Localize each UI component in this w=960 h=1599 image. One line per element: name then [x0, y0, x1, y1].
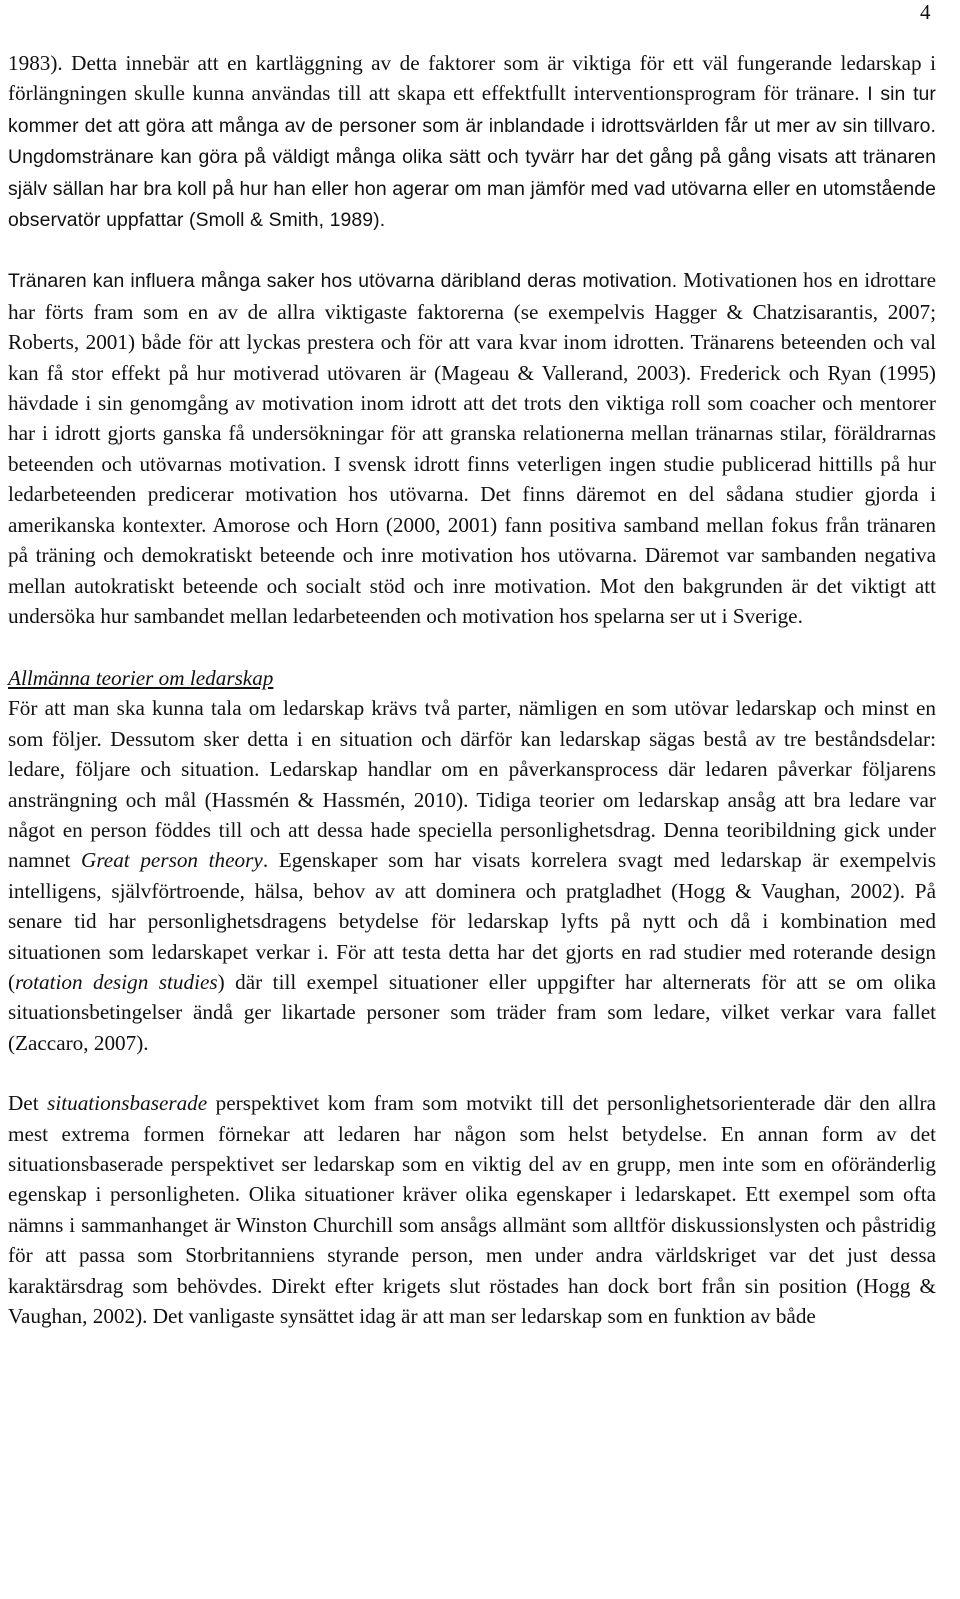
paragraph-2-text-a: Tränaren kan influera många saker hos utövarna däribland deras motivation.: [8, 270, 678, 293]
paragraph-1-text-c: Ungdomstränare kan göra på väldigt många olika sätt och tyvärr har det gång på gång visats att tränaren själv sällan har bra koll på hur han eller hon agerar om man jämför med vad utövarna eller en utomstående observatör uppfattar (Smoll & Smith, 1989).: [8, 146, 936, 232]
paragraph-3-term-1: Great person theory: [81, 848, 263, 873]
document-body: [8, 48, 936, 1331]
heading-spacer: [8, 631, 936, 663]
section-heading: Allmänna teorier om ledarskap: [8, 666, 274, 691]
paragraph-2-text-b: Motivationen hos en idrottare har förts fram som en av de allra viktigaste faktorerna (se exempelvis Hagger & Chatzisarantis, 2007; Roberts, 2001) både för att lyckas prestera och för att vara kvar inom idrotten. Tränarens beteenden och val kan få stor effekt på hur motiverad utövaren är (Mageau & Vallerand, 2003). Frederick och Ryan (1995) hävdade i sin genomgång av motivation inom idrott att det trots den viktiga roll som coacher och mentorer har i idrott gjorts ganska få undersökningar för att granska relationerna mellan tränarnas stilar, föräldrarnas beteenden och utövarnas motivation. I svensk idrott finns veterligen ingen studie publicerad hittills på hur ledarbeteenden predicerar motivation hos utövarna. Det finns däremot en del sådana studier gjorda i amerikanska kontexter. Amorose och Horn (2000, 2001) fann positiva samband mellan fokus från tränaren på träning och demokratiskt beteende och inre motivation hos utövarna. Däremot var sambanden negativa mellan autokratiskt beteende och socialt stöd och inre motivation. Mot den bakgrunden är det viktigt att undersöka hur sambandet mellan ledarbeteenden och motivation hos spelarna ser ut i Sverige.: [8, 268, 937, 628]
paragraph-1-text-a: 1983). Detta innebär att en kartläggning av de faktorer som är viktiga för ett väl fungerande ledarskap i förlängningen skulle kunna användas till att skapa ett effektfullt interventionsprogram för tränare.: [8, 51, 936, 106]
paragraph-spacer: [8, 235, 936, 265]
page-number: 4: [920, 0, 931, 24]
paragraph-3-text-a: För att man ska kunna tala om ledarskap krävs två parter, nämligen en som utövar ledarskap och minst en som följer. Dessutom sker detta i en situation och därför kan ledarskap sägas bestå av tre beståndsdelar: ledare, följare och situation. Ledarskap handlar om en påverkansprocess där ledaren påverkar följarens ansträngning och mål (Hassmén & Hassmén, 2010). Tidiga teorier om ledarskap ansåg att bra ledare var något en person föddes till och att dessa hade speciella personlighetsdrag. Denna teoribildning gick under namnet: [8, 696, 936, 873]
paragraph-3-term-2: rotation design studies: [15, 969, 218, 994]
paragraph-1-text-b: I sin tur kommer det att göra att många av de personer som är inblandade i idrottsvärlden får ut mer av sin tillvaro.: [8, 83, 936, 137]
paragraph-3: [8, 693, 936, 1058]
paragraph-4-text-b: perspektivet kom fram som motvikt till det personlighetsorienterade där den allra mest extrema formen förnekar att ledaren har någon som helst betydelse. En annan form av det situationsbaserade perspektivet ser ledarskap som en viktig del av en grupp, men inte som en oföränderlig egenskap i personligheten. Olika situationer kräver olika egenskaper i ledarskapet. Ett exempel som ofta nämns i sammanhanget är Winston Churchill som ansågs allmänt som alltför diskussionslysten och påstridig för att passa som Storbritanniens styrande person, men under andra världskriget var det just dessa karaktärsdrag som behövdes. Direkt efter krigets slut röstades han dock bort från sin position (Hogg & Vaughan, 2002). Det vanligaste synsättet idag är att man ser ledarskap som en funktion av både: [8, 1091, 937, 1329]
paragraph-4-term-1: situationsbaserade: [47, 1091, 208, 1116]
paragraph-spacer: [8, 1058, 936, 1088]
paragraph-4: [8, 1088, 936, 1331]
paragraph-2: [8, 265, 936, 631]
paragraph-3-text-c: ) där till exempel situationer eller uppgifter har alternerats för att se om olika situationsbetingelser ändå ger likartade personer som träder fram som ledare, vilket verkar vara fallet (Zaccaro, 2007).: [8, 969, 936, 1055]
paragraph-4-text-a: Det: [8, 1091, 48, 1116]
paragraph-3-text-b: . Egenskaper som har visats korrelera svagt med ledarskap är exempelvis intelligens, självförtroende, hälsa, behov av att dominera och pratgladhet (Hogg & Vaughan, 2002). På senare tid har personlighetsdragens betydelse för ledarskap lyfts på nytt och då i kombination med situationen som ledarskapet verkar i. För att testa detta har det gjorts en rad studier med roterande design (: [8, 848, 936, 994]
paragraph-1: [8, 48, 936, 235]
